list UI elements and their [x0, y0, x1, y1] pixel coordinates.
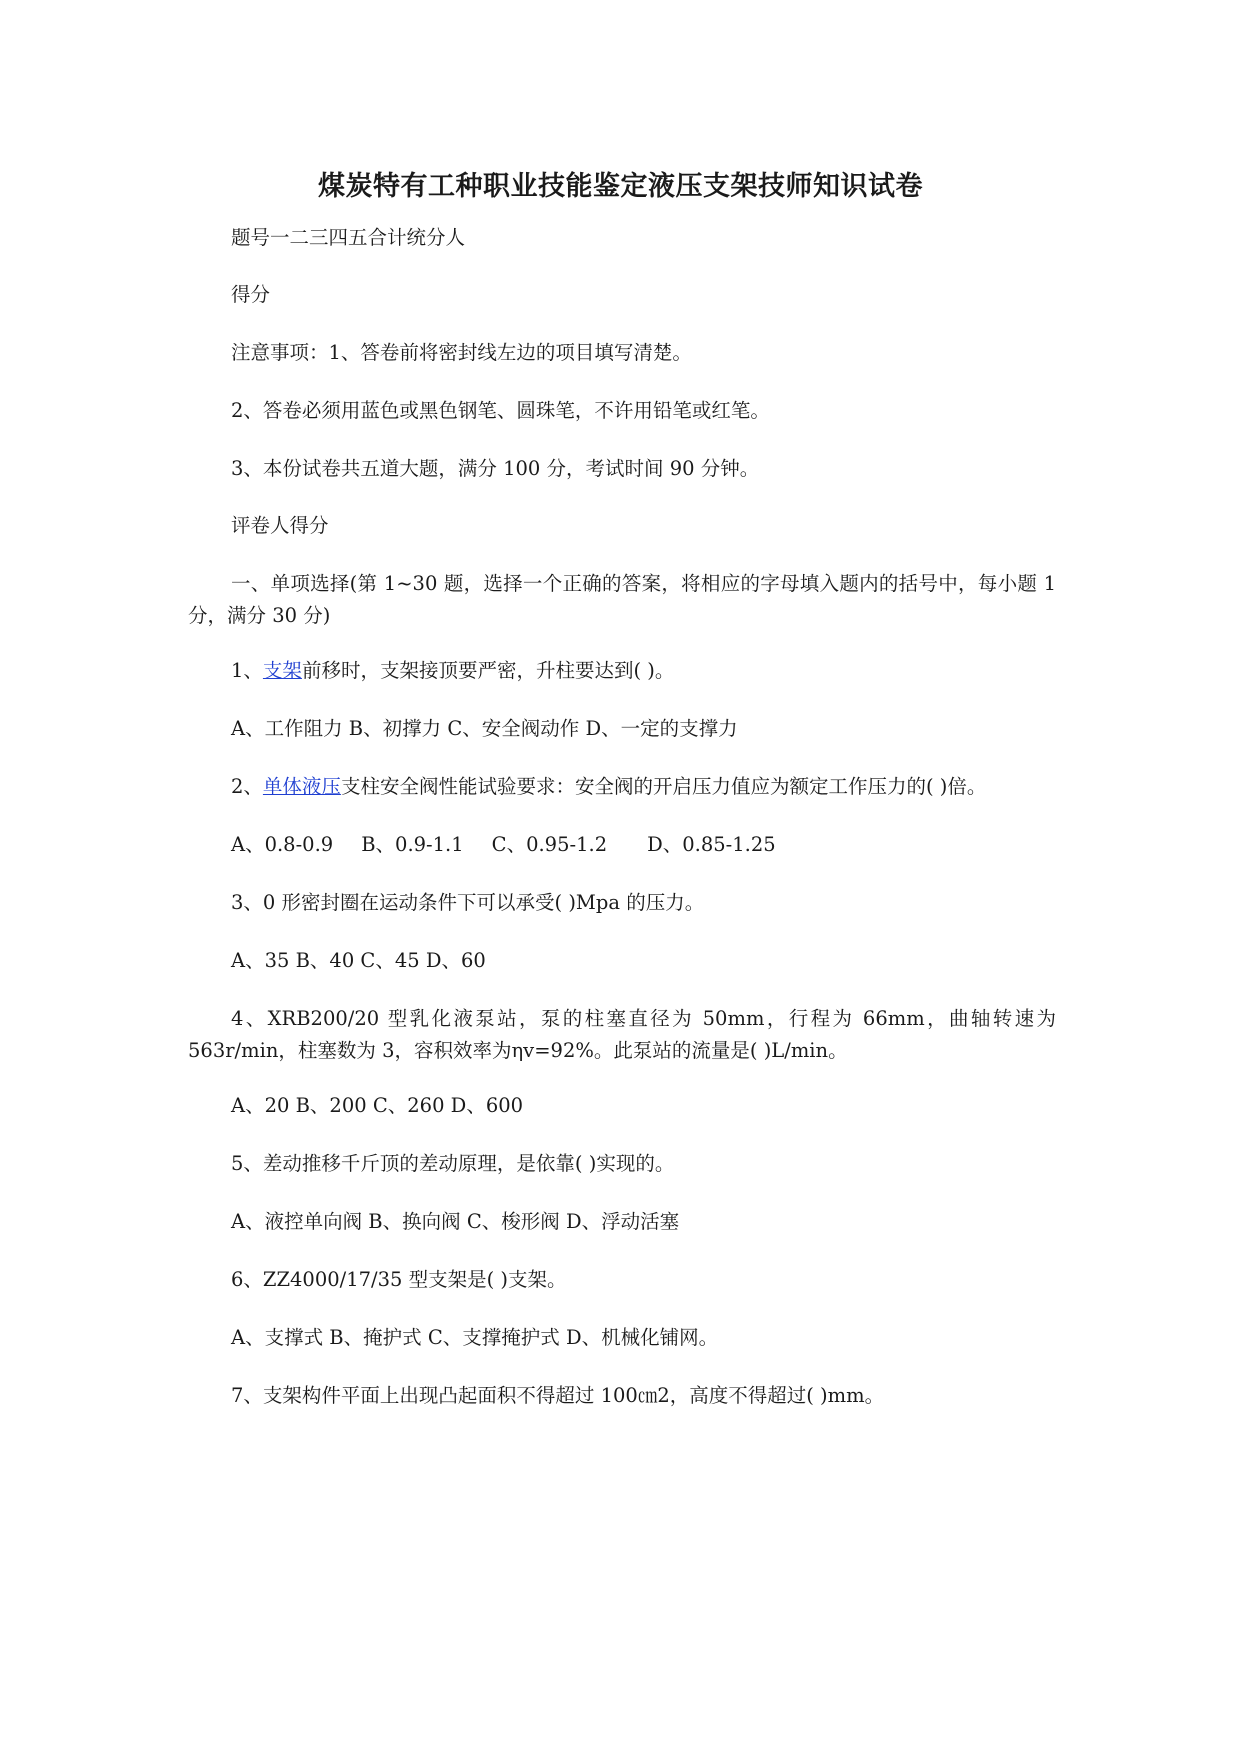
option-b: B、0.9-1.1 [361, 833, 464, 856]
grader-row: 评卷人得分 [231, 514, 329, 537]
note-1: 注意事项：1、答卷前将密封线左边的项目填写清楚。 [231, 341, 692, 364]
question-1-link[interactable]: 支架 [262, 659, 302, 682]
option-c: C、0.95-1.2 [491, 833, 608, 856]
option-a: A、液控单向阀 [231, 1210, 363, 1233]
option-c: C、梭形阀 [466, 1210, 560, 1233]
option-b: B、初撑力 [348, 717, 442, 740]
option-d: D、机械化铺网。 [565, 1326, 719, 1349]
question-6: 6、ZZ4000/17/35 型支架是( )支架。 [231, 1268, 567, 1291]
question-2-link[interactable]: 单体液压 [262, 775, 341, 798]
question-1 [231, 655, 674, 687]
option-b: B、换向阀 [368, 1210, 461, 1233]
question-4-options: A、20 B、200 C、260 D、600 [231, 1094, 524, 1117]
option-b: B、掩护式 [329, 1326, 422, 1349]
score-table-header-row: 题号一二三四五合计统分人 [231, 226, 466, 249]
note-2: 2、答卷必须用蓝色或黑色钢笔、圆珠笔，不许用铅笔或红笔。 [231, 399, 770, 422]
option-d: D、一定的支撑力 [585, 717, 738, 740]
option-d: D、0.85-1.25 [647, 833, 776, 856]
score-table-score-row: 得分 [231, 283, 271, 306]
question-4: 4、XRB200/20 型乳化液泵站，泵的柱塞直径为 50mm，行程为 66mm，曲轴转速为 563r/min，柱塞数为 3，容积效率为ηv=92%。此泵站的流量是( )L/min。 [188, 1007, 1056, 1062]
question-5-options [231, 1206, 679, 1238]
option-a: A、工作阻力 [231, 717, 343, 740]
question-3-options: A、35 B、40 C、45 D、60 [231, 949, 486, 972]
option-c: C、安全阀动作 [447, 717, 580, 740]
question-7: 7、支架构件平面上出现凸起面积不得超过 100㎝2，高度不得超过( )mm。 [231, 1384, 885, 1407]
question-1-text: 前移时，支架接顶要严密，升柱要达到( )。 [301, 659, 675, 682]
question-5: 5、差动推移千斤顶的差动原理，是依靠( )实现的。 [231, 1152, 675, 1175]
note-3: 3、本份试卷共五道大题，满分 100 分，考试时间 90 分钟。 [231, 457, 760, 480]
question-2-number: 2、 [231, 775, 263, 798]
option-d: D、浮动活塞 [565, 1210, 680, 1233]
option-a: A、0.8-0.9 [231, 833, 334, 856]
question-2-options [231, 829, 776, 861]
option-c: C、支撑掩护式 [427, 1326, 560, 1349]
option-a: A、支撑式 [231, 1326, 324, 1349]
question-3: 3、0 形密封圈在运动条件下可以承受( )Mpa 的压力。 [231, 891, 705, 914]
page-title: 煤炭特有工种职业技能鉴定液压支架技师知识试卷 [318, 171, 923, 202]
question-2 [231, 771, 986, 803]
section-1-header: 一、单项选择(第 1~30 题，选择一个正确的答案，将相应的字母填入题内的括号中，每小题 1 分，满分 30 分) [188, 572, 1056, 627]
question-2-text: 支柱安全阀性能试验要求：安全阀的开启压力值应为额定工作压力的( )倍。 [340, 775, 987, 798]
question-1-options [231, 713, 738, 745]
question-1-number: 1、 [231, 659, 263, 682]
question-6-options [231, 1322, 718, 1354]
